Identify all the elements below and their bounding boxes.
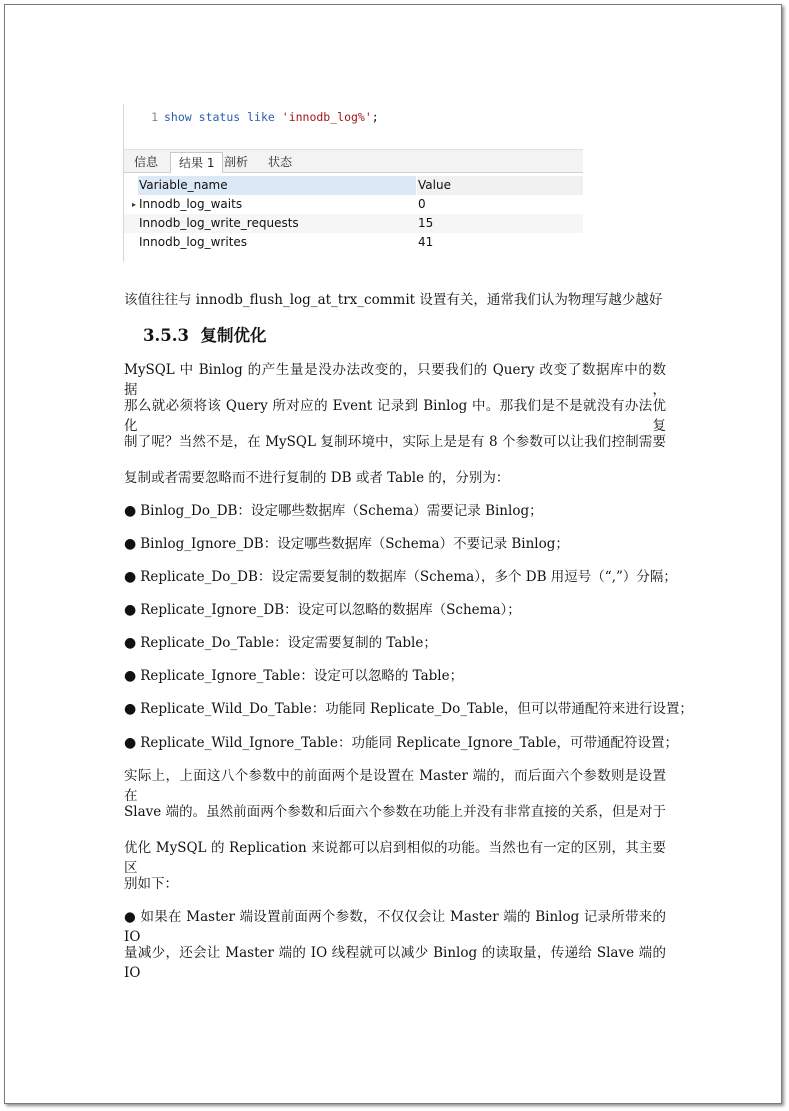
section-title: 复制优化 [200,326,267,345]
list-item: ● Replicate_Wild_Ignore_Table：功能同 Replicate_Ignore_Table，可带通配符设置； [124,735,678,751]
tab-result-1[interactable]: 结果 1 [170,152,223,173]
tab-status[interactable]: 状态 [268,155,293,169]
cell-variable: Innodb_log_writes [139,235,248,249]
bullet-icon: ● [124,602,137,618]
cell-value: 15 [418,216,434,230]
keyword-status: status [198,110,241,124]
sql-editor[interactable] [124,104,583,142]
row-pointer-icon: ▸ [132,200,137,209]
keyword-show: show [164,110,192,124]
bullet-icon: ● [124,536,137,552]
tab-profile[interactable]: 剖析 [224,155,249,169]
paragraph-line: MySQL 中 Binlog 的产生量是没办法改变的，只要我们的 Query 改变了数据库中的数据， [124,362,666,398]
paragraph-line: ● 如果在 Master 端设置前面两个参数，不仅仅会让 Master 端的 Binlog 记录所带来的 IO [124,909,666,945]
list-item: ● Binlog_Ignore_DB：设定哪些数据库（Schema）不要记录 Binlog； [124,536,569,552]
list-item: ● Replicate_Ignore_Table：设定可以忽略的 Table； [124,668,464,684]
paragraph-line: 量减少，还会让 Master 端的 IO 线程就可以减少 Binlog 的读取量，传递给 Slave 端的 IO [124,945,666,981]
cell-variable: Innodb_log_write_requests [139,216,299,230]
cell-variable: Innodb_log_waits [139,197,243,211]
table-row[interactable] [124,195,583,214]
paragraph-line: 优化 MySQL 的 Replication 来说都可以启到相似的功能。当然也有一定的区别，其主要区 [124,840,666,876]
result-tabs [124,149,583,173]
keyword-like: like [247,110,275,124]
code-line [124,108,583,126]
statement-end: ; [371,110,379,124]
header-variable-name[interactable]: Variable_name [139,178,228,192]
list-item: ● Replicate_Do_DB：设定需要复制的数据库（Schema），多个 DB 用逗号（“,”）分隔； [124,569,677,585]
paragraph-line: 制了呢？当然不是，在 MySQL 复制环境中，实际上是是有 8 个参数可以让我们控制需要 [124,434,666,450]
table-row[interactable] [124,233,583,252]
string-literal: 'innodb_log%' [281,110,372,124]
bullet-icon: ● [124,503,137,519]
bullet-icon: ● [124,668,137,684]
paragraph-line: 复制或者需要忽略而不进行复制的 DB 或者 Table 的，分别为： [124,470,510,486]
list-item: ● Binlog_Do_DB：设定哪些数据库（Schema）需要记录 Binlog； [124,503,543,519]
paragraph-line: 别如下： [124,876,178,892]
bullet-icon: ● [124,701,137,717]
grid-header-row [124,176,583,195]
intro-text: 该值往往与 innodb_flush_log_at_trx_commit 设置有关，通常我们认为物理写越少越好 [124,292,663,308]
table-row[interactable] [124,214,583,233]
bullet-icon: ● [124,735,137,751]
cell-value: 0 [418,197,426,211]
list-item: ● Replicate_Wild_Do_Table：功能同 Replicate_Do_Table，但可以带通配符来进行设置； [124,701,693,717]
paragraph-line: 实际上，上面这八个参数中的前面两个是设置在 Master 端的，而后面六个参数则是设置在 [124,768,666,804]
list-item: ● Replicate_Ignore_DB：设定可以忽略的数据库（Schema）； [124,602,521,618]
paragraph-line: Slave 端的。虽然前面两个参数和后面六个参数在功能上并没有非常直接的关系，但是对于 [124,804,666,820]
paragraph-line: 那么就必须将该 Query 所对应的 Event 记录到 Binlog 中。那我们是不是就没有办法优化复 [124,398,666,434]
tab-info[interactable]: 信息 [134,155,159,169]
query-screenshot [123,104,583,262]
section-number: 3.5.3 [143,326,189,345]
line-number: 1 [151,110,158,124]
header-value[interactable]: Value [418,178,451,192]
bullet-icon: ● [124,569,137,585]
list-item: ● Replicate_Do_Table：设定需要复制的 Table； [124,635,437,651]
section-heading [143,324,266,348]
bullet-icon: ● [124,635,137,651]
cell-value: 41 [418,235,434,249]
